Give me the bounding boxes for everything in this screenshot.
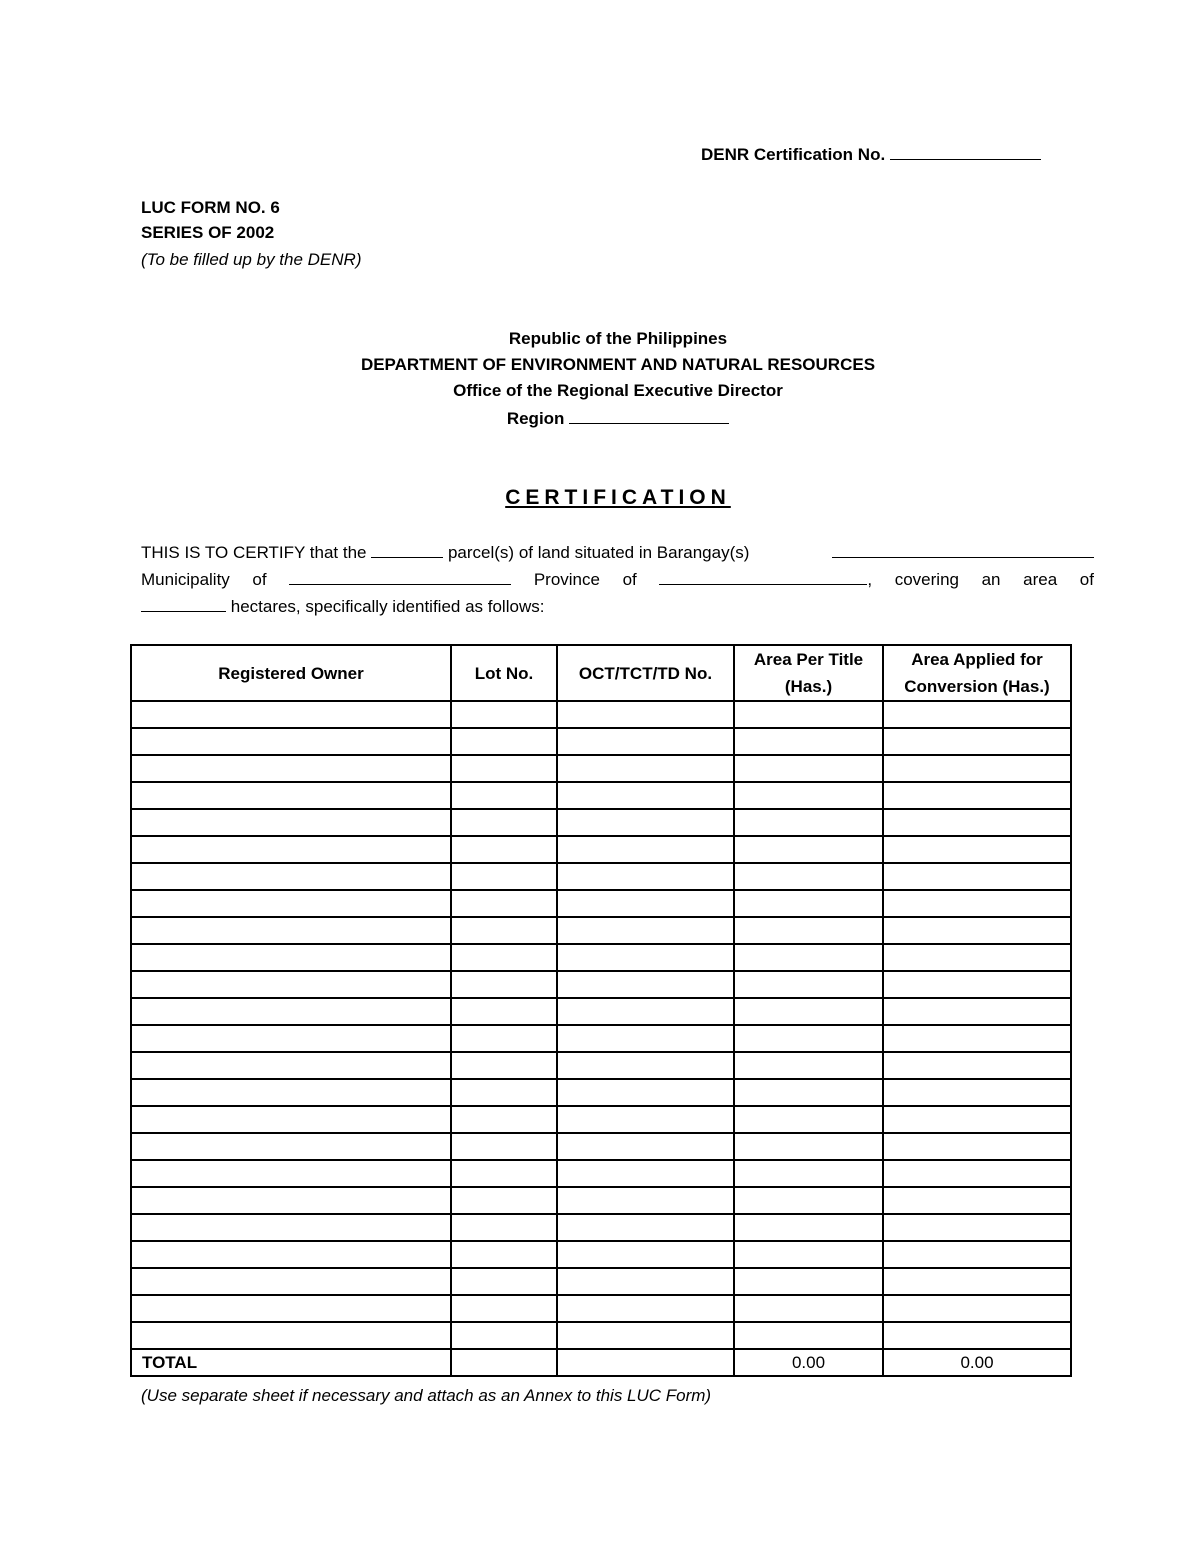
oct-tct-td-cell[interactable] (557, 1079, 734, 1106)
table-row (131, 863, 1071, 890)
area-applied-cell[interactable] (883, 1106, 1071, 1133)
oct-tct-td-cell[interactable] (557, 863, 734, 890)
lot-no-cell[interactable] (451, 890, 557, 917)
table-row (131, 728, 1071, 755)
oct-tct-td-cell[interactable] (557, 944, 734, 971)
republic-line: Republic of the Philippines (508, 329, 728, 348)
area-applied-cell[interactable] (883, 1052, 1071, 1079)
lot-no-cell[interactable] (451, 1214, 557, 1241)
area-per-title-cell[interactable] (734, 1214, 883, 1241)
area-applied-cell[interactable] (883, 890, 1071, 917)
area-applied-cell[interactable] (883, 701, 1071, 728)
table-row (131, 1322, 1071, 1349)
registered-owner-cell[interactable] (131, 1160, 451, 1187)
form-note: (To be filled up by the DENR) (141, 250, 362, 269)
table-row (131, 1160, 1071, 1187)
registered-owner-cell[interactable] (131, 1268, 451, 1295)
of-label: of (1079, 570, 1094, 589)
table-row (131, 1295, 1071, 1322)
area-per-title-cell[interactable] (734, 836, 883, 863)
table-row (131, 971, 1071, 998)
oct-tct-td-cell[interactable] (557, 836, 734, 863)
area-per-title-cell[interactable] (734, 1052, 883, 1079)
registered-owner-cell[interactable] (131, 1187, 451, 1214)
oct-tct-td-cell[interactable] (557, 1268, 734, 1295)
oct-tct-td-cell[interactable] (557, 755, 734, 782)
table-row (131, 1187, 1071, 1214)
lot-no-cell[interactable] (451, 809, 557, 836)
area-per-title-cell[interactable] (734, 809, 883, 836)
registered-owner-cell[interactable] (131, 701, 451, 728)
certify-line-2 (141, 569, 1094, 590)
region-label: Region (506, 409, 565, 428)
registered-owner-cell[interactable] (131, 998, 451, 1025)
registered-owner-cell[interactable] (131, 836, 451, 863)
region-line (0, 408, 1200, 429)
parcel-text: parcel(s) of land situated in Barangay(s) (447, 543, 750, 562)
table-row (131, 755, 1071, 782)
area-applied-cell[interactable] (883, 1214, 1071, 1241)
table-row (131, 782, 1071, 809)
of-label: of (252, 570, 267, 589)
table-row (131, 809, 1071, 836)
area-per-title-cell[interactable] (734, 1295, 883, 1322)
lot-no-cell[interactable] (451, 1079, 557, 1106)
area-applied-cell[interactable] (883, 782, 1071, 809)
area-per-title-cell[interactable] (734, 1322, 883, 1349)
area-per-title-cell[interactable] (734, 998, 883, 1025)
col-area-per-title (734, 645, 883, 701)
table-row (131, 836, 1071, 863)
lot-no-cell[interactable] (451, 944, 557, 971)
area-applied-cell[interactable] (883, 1160, 1071, 1187)
registered-owner-cell[interactable] (131, 1133, 451, 1160)
lot-no-cell[interactable] (451, 1241, 557, 1268)
registered-owner-cell[interactable] (131, 1025, 451, 1052)
certify-line-3 (141, 596, 544, 617)
lot-no-cell[interactable] (451, 1052, 557, 1079)
area-applied-cell[interactable] (883, 863, 1071, 890)
hectares-text: hectares, specifically identified as follows: (230, 597, 545, 616)
oct-tct-td-cell[interactable] (557, 1187, 734, 1214)
area-applied-cell[interactable] (883, 1295, 1071, 1322)
registered-owner-cell[interactable] (131, 944, 451, 971)
table-row (131, 1052, 1071, 1079)
area-per-title-cell[interactable] (734, 971, 883, 998)
lot-no-cell[interactable] (451, 1322, 557, 1349)
province-label: Province (533, 570, 600, 589)
total-oct-cell (557, 1349, 734, 1376)
registered-owner-cell[interactable] (131, 809, 451, 836)
area-applied-cell[interactable] (883, 1322, 1071, 1349)
col-lot-no: Lot No. (451, 645, 557, 701)
lot-no-cell[interactable] (451, 863, 557, 890)
registered-owner-cell[interactable] (131, 1295, 451, 1322)
area-per-title-cell[interactable] (734, 1106, 883, 1133)
oct-tct-td-cell[interactable] (557, 998, 734, 1025)
registered-owner-cell[interactable] (131, 1214, 451, 1241)
oct-tct-td-cell[interactable] (557, 1025, 734, 1052)
area-applied-cell[interactable] (883, 1133, 1071, 1160)
area-per-title-cell[interactable] (734, 1079, 883, 1106)
col-area-applied-line-1: Area Applied for (911, 650, 1043, 669)
oct-tct-td-cell[interactable] (557, 917, 734, 944)
oct-tct-td-cell[interactable] (557, 1241, 734, 1268)
table-row (131, 998, 1071, 1025)
registered-owner-cell[interactable] (131, 890, 451, 917)
area-per-title-cell[interactable] (734, 1268, 883, 1295)
total-area-applied: 0.00 (883, 1349, 1071, 1376)
area-per-title-cell[interactable] (734, 863, 883, 890)
oct-tct-td-cell[interactable] (557, 890, 734, 917)
lot-no-cell[interactable] (451, 1106, 557, 1133)
area-applied-cell[interactable] (883, 1025, 1071, 1052)
table-body (131, 701, 1071, 1376)
an-label: an (981, 570, 1001, 589)
table-row (131, 1241, 1071, 1268)
area-applied-cell[interactable] (883, 728, 1071, 755)
oct-tct-td-cell[interactable] (557, 1160, 734, 1187)
oct-tct-td-cell[interactable] (557, 971, 734, 998)
table-header-row (131, 645, 1071, 701)
area-applied-cell[interactable] (883, 917, 1071, 944)
oct-tct-td-cell[interactable] (557, 782, 734, 809)
table-row (131, 917, 1071, 944)
oct-tct-td-cell[interactable] (557, 809, 734, 836)
form-number: LUC FORM NO. 6 (141, 198, 280, 217)
area-applied-cell[interactable] (883, 1079, 1071, 1106)
area-per-title-cell[interactable] (734, 917, 883, 944)
area-per-title-cell[interactable] (734, 1241, 883, 1268)
oct-tct-td-cell[interactable] (557, 1133, 734, 1160)
table-row (131, 944, 1071, 971)
lot-no-cell[interactable] (451, 836, 557, 863)
area-applied-cell[interactable] (883, 836, 1071, 863)
col-oct-tct-td-no: OCT/TCT/TD No. (557, 645, 734, 701)
table-row (131, 1133, 1071, 1160)
lot-no-cell[interactable] (451, 1133, 557, 1160)
certify-prefix: THIS IS TO CERTIFY that the (141, 543, 367, 562)
col-area-per-title-line-2: (Has.) (784, 677, 833, 696)
table-row (131, 1106, 1071, 1133)
area-per-title-cell[interactable] (734, 1160, 883, 1187)
area-applied-cell[interactable] (883, 944, 1071, 971)
total-lot-no-cell (451, 1349, 557, 1376)
parcel-count-blank[interactable] (371, 542, 443, 558)
total-label: TOTAL (131, 1349, 451, 1376)
table-row (131, 890, 1071, 917)
lot-no-cell[interactable] (451, 782, 557, 809)
oct-tct-td-cell[interactable] (557, 728, 734, 755)
lot-no-cell[interactable] (451, 1160, 557, 1187)
lot-no-cell[interactable] (451, 728, 557, 755)
lot-no-cell[interactable] (451, 998, 557, 1025)
lots-table (130, 644, 1072, 1377)
oct-tct-td-cell[interactable] (557, 1052, 734, 1079)
col-area-applied (883, 645, 1071, 701)
area-applied-cell[interactable] (883, 1268, 1071, 1295)
registered-owner-cell[interactable] (131, 728, 451, 755)
office-line: Office of the Regional Executive Director (453, 381, 783, 400)
area-per-title-cell[interactable] (734, 728, 883, 755)
lot-no-cell[interactable] (451, 1295, 557, 1322)
lot-no-cell[interactable] (451, 1268, 557, 1295)
area-per-title-cell[interactable] (734, 1187, 883, 1214)
registered-owner-cell[interactable] (131, 1106, 451, 1133)
registered-owner-cell[interactable] (131, 1241, 451, 1268)
lot-no-cell[interactable] (451, 701, 557, 728)
col-area-applied-line-2: Conversion (Has.) (904, 677, 1050, 696)
footer-note: (Use separate sheet if necessary and attach as an Annex to this LUC Form) (141, 1386, 712, 1405)
comma: , (867, 570, 873, 589)
lot-no-cell[interactable] (451, 1025, 557, 1052)
area-applied-cell[interactable] (883, 998, 1071, 1025)
oct-tct-td-cell[interactable] (557, 1106, 734, 1133)
department-line: DEPARTMENT OF ENVIRONMENT AND NATURAL RESOURCES (360, 355, 876, 374)
col-area-per-title-line-1: Area Per Title (753, 650, 864, 669)
covering-label: covering (894, 570, 959, 589)
area-applied-cell[interactable] (883, 971, 1071, 998)
col-registered-owner: Registered Owner (131, 645, 451, 701)
barangay-blank[interactable] (832, 542, 1094, 558)
registered-owner-cell[interactable] (131, 755, 451, 782)
oct-tct-td-cell[interactable] (557, 701, 734, 728)
registered-owner-cell[interactable] (131, 863, 451, 890)
lot-no-cell[interactable] (451, 971, 557, 998)
cert-no-label: DENR Certification No. (701, 145, 886, 164)
oct-tct-td-cell[interactable] (557, 1322, 734, 1349)
table-row (131, 701, 1071, 728)
cert-no-blank[interactable] (890, 144, 1041, 160)
lot-no-cell[interactable] (451, 917, 557, 944)
registered-owner-cell[interactable] (131, 1322, 451, 1349)
lot-no-cell[interactable] (451, 1187, 557, 1214)
table-row (131, 1268, 1071, 1295)
table-row (131, 1025, 1071, 1052)
registered-owner-cell[interactable] (131, 917, 451, 944)
area-per-title-cell[interactable] (734, 944, 883, 971)
certify-line-1 (141, 542, 1094, 563)
registered-owner-cell[interactable] (131, 971, 451, 998)
province-blank[interactable] (659, 569, 867, 585)
area-applied-cell[interactable] (883, 809, 1071, 836)
area-per-title-cell[interactable] (734, 701, 883, 728)
area-per-title-cell[interactable] (734, 782, 883, 809)
oct-tct-td-cell[interactable] (557, 1295, 734, 1322)
total-area-per-title: 0.00 (734, 1349, 883, 1376)
total-row (131, 1349, 1071, 1376)
area-per-title-cell[interactable] (734, 890, 883, 917)
form-series: SERIES OF 2002 (141, 223, 275, 242)
area-per-title-cell[interactable] (734, 1133, 883, 1160)
municipality-blank[interactable] (289, 569, 511, 585)
table-row (131, 1214, 1071, 1241)
area-per-title-cell[interactable] (734, 1025, 883, 1052)
area-applied-cell[interactable] (883, 755, 1071, 782)
registered-owner-cell[interactable] (131, 1079, 451, 1106)
page-title: CERTIFICATION (505, 486, 731, 509)
municipality-label: Municipality (141, 570, 230, 589)
area-per-title-cell[interactable] (734, 755, 883, 782)
table-row (131, 1079, 1071, 1106)
area-applied-cell[interactable] (883, 1187, 1071, 1214)
denr-certification-number (701, 144, 1041, 165)
of-label: of (622, 570, 637, 589)
region-blank[interactable] (569, 408, 729, 424)
lot-no-cell[interactable] (451, 755, 557, 782)
hectares-blank[interactable] (141, 596, 226, 612)
area-label: area (1023, 570, 1058, 589)
registered-owner-cell[interactable] (131, 1052, 451, 1079)
area-applied-cell[interactable] (883, 1241, 1071, 1268)
oct-tct-td-cell[interactable] (557, 1214, 734, 1241)
registered-owner-cell[interactable] (131, 782, 451, 809)
